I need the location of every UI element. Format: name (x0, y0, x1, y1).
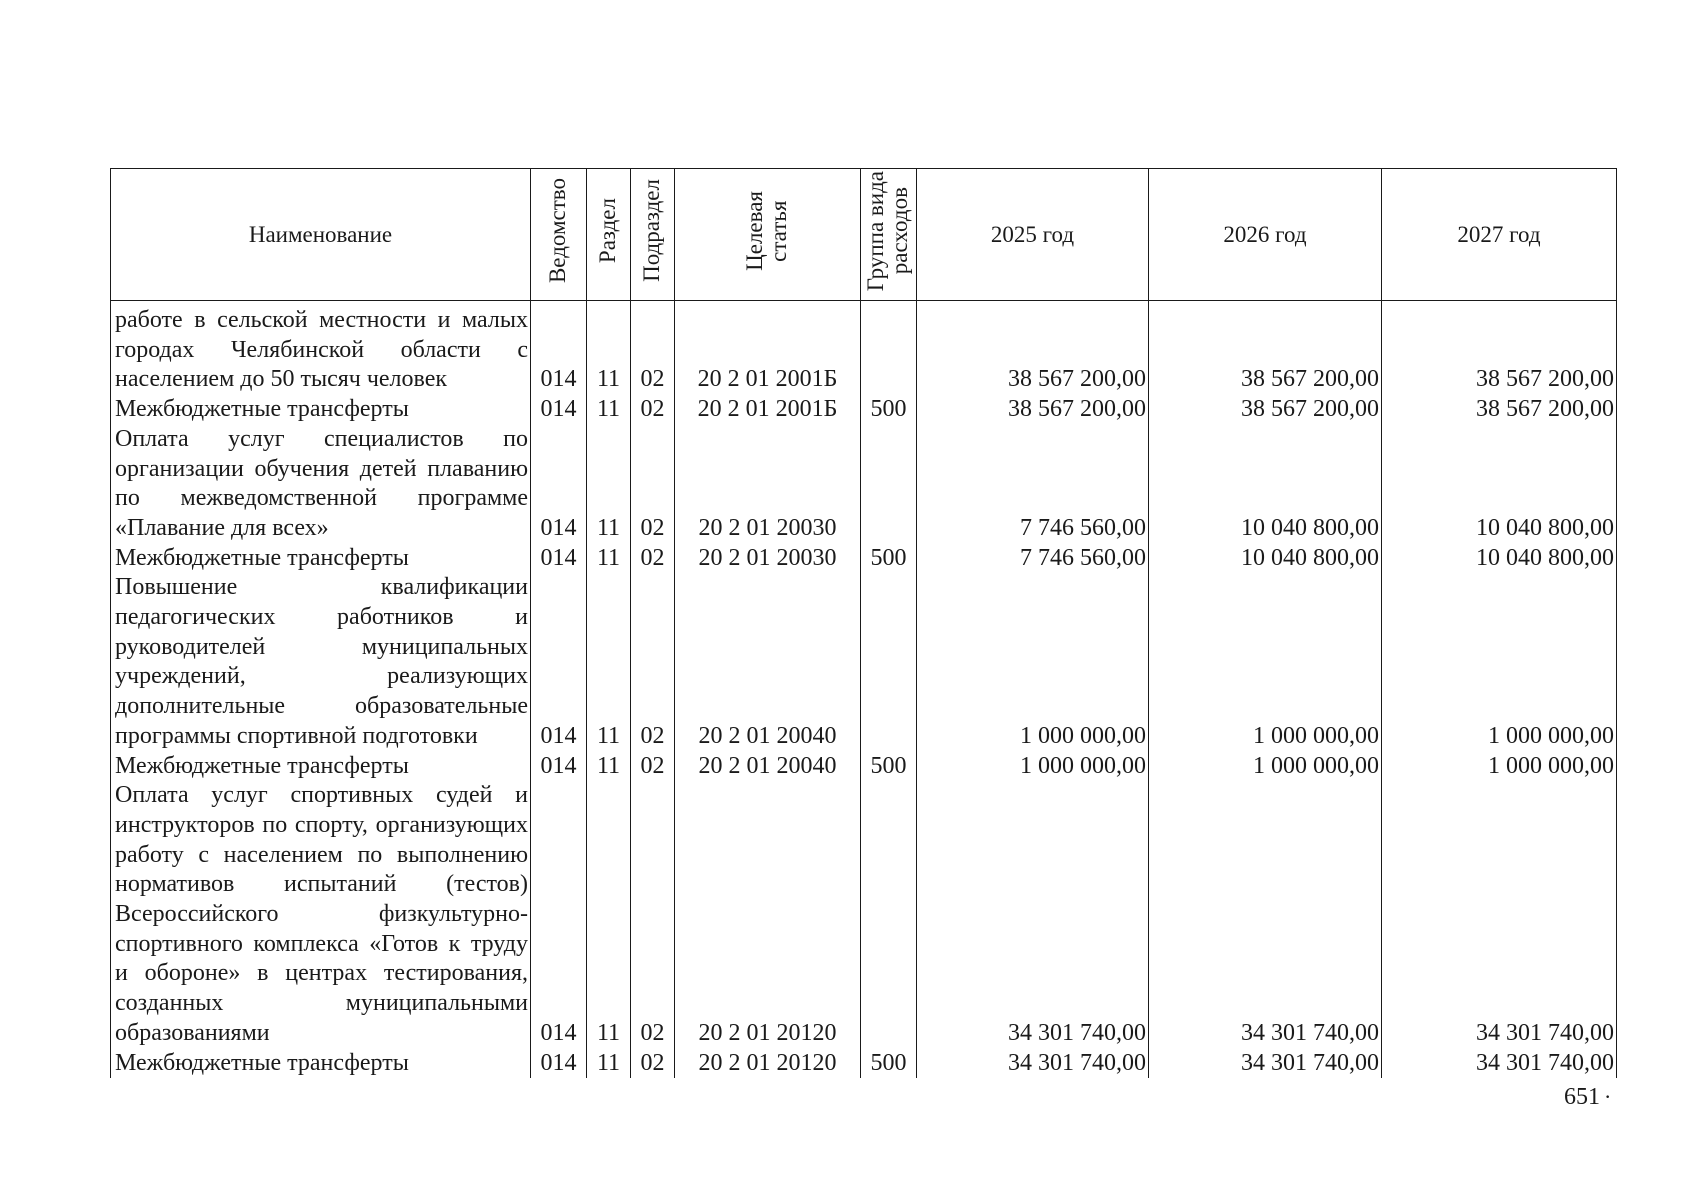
table-row (111, 781, 1617, 1048)
row-target: 20 2 01 2001Б (675, 395, 861, 425)
budget-table (110, 168, 1617, 1078)
row-name: работе в сельской местности и малых городах Челябинской области с населением до 50 тысяч человек (111, 301, 531, 396)
row-2027: 38 567 200,00 (1382, 395, 1617, 425)
row-2025: 7 746 560,00 (917, 544, 1149, 574)
row-target: 20 2 01 20030 (675, 425, 861, 544)
row-2026: 34 301 740,00 (1149, 1049, 1382, 1079)
row-2025: 1 000 000,00 (917, 573, 1149, 751)
row-2025: 34 301 740,00 (917, 781, 1149, 1048)
row-subsection: 02 (631, 301, 675, 396)
row-subsection: 02 (631, 1049, 675, 1079)
row-2025: 34 301 740,00 (917, 1049, 1149, 1079)
row-dept: 014 (531, 425, 587, 544)
row-name: Повышение квалификации педагогических работников и руководителей муниципальных учреждений, реализующих дополнительные образовательные программы спортивной подготовки (111, 573, 531, 751)
row-name: Межбюджетные трансферты (111, 544, 531, 574)
row-target: 20 2 01 20040 (675, 752, 861, 782)
row-2027: 10 040 800,00 (1382, 425, 1617, 544)
row-2025: 38 567 200,00 (917, 301, 1149, 396)
header-2025: 2025 год (917, 169, 1149, 301)
row-2027: 10 040 800,00 (1382, 544, 1617, 574)
row-dept: 014 (531, 544, 587, 574)
row-group (861, 425, 917, 544)
row-section: 11 (587, 781, 631, 1048)
table-row (111, 544, 1617, 574)
header-row (111, 169, 1617, 301)
header-target (675, 169, 861, 301)
table-row (111, 573, 1617, 751)
page-number-mark: · (1604, 1084, 1612, 1109)
row-name: Межбюджетные трансферты (111, 1049, 531, 1079)
row-dept: 014 (531, 781, 587, 1048)
row-section: 11 (587, 573, 631, 751)
row-dept: 014 (531, 395, 587, 425)
table-row (111, 752, 1617, 782)
row-2025: 7 746 560,00 (917, 425, 1149, 544)
header-group-text: Группа вида расходов (863, 170, 913, 291)
row-dept: 014 (531, 1049, 587, 1079)
row-2027: 1 000 000,00 (1382, 573, 1617, 751)
row-group: 500 (861, 544, 917, 574)
row-2026: 1 000 000,00 (1149, 573, 1382, 751)
header-2027: 2027 год (1382, 169, 1617, 301)
table-row (111, 1049, 1617, 1079)
row-section: 11 (587, 395, 631, 425)
row-dept: 014 (531, 301, 587, 396)
table-row (111, 425, 1617, 544)
row-group: 500 (861, 752, 917, 782)
row-subsection: 02 (631, 395, 675, 425)
row-name: Межбюджетные трансферты (111, 395, 531, 425)
header-dept: Ведомство (531, 169, 587, 301)
row-target: 20 2 01 20120 (675, 1049, 861, 1079)
row-dept: 014 (531, 573, 587, 751)
header-section: Раздел (587, 169, 631, 301)
row-2025: 38 567 200,00 (917, 395, 1149, 425)
row-target: 20 2 01 20040 (675, 573, 861, 751)
row-target: 20 2 01 20030 (675, 544, 861, 574)
row-2027: 34 301 740,00 (1382, 1049, 1617, 1079)
row-2026: 1 000 000,00 (1149, 752, 1382, 782)
row-subsection: 02 (631, 752, 675, 782)
row-group (861, 573, 917, 751)
row-2026: 38 567 200,00 (1149, 301, 1382, 396)
row-2027: 38 567 200,00 (1382, 301, 1617, 396)
row-name: Оплата услуг специалистов по организации обучения детей плаванию по межведомственной программе «Плавание для всех» (111, 425, 531, 544)
header-group (861, 169, 917, 301)
row-2027: 34 301 740,00 (1382, 781, 1617, 1048)
row-subsection: 02 (631, 544, 675, 574)
header-target-text: Целевая статья (742, 190, 792, 271)
row-2027: 1 000 000,00 (1382, 752, 1617, 782)
row-name: Межбюджетные трансферты (111, 752, 531, 782)
row-name: Оплата услуг спортивных судей и инструкторов по спорту, организующих работу с населением по выполнению нормативов испытаний (тестов) Всероссийского физкультурно-спортивного комплекса «Готов к труду и обороне» в центрах тестирования, созданных муниципальными образованиями (111, 781, 531, 1048)
row-group: 500 (861, 1049, 917, 1079)
row-group (861, 781, 917, 1048)
row-target: 20 2 01 2001Б (675, 301, 861, 396)
table-row (111, 301, 1617, 396)
row-2026: 10 040 800,00 (1149, 425, 1382, 544)
row-2026: 10 040 800,00 (1149, 544, 1382, 574)
row-dept: 014 (531, 752, 587, 782)
row-section: 11 (587, 544, 631, 574)
row-group (861, 301, 917, 396)
header-2026: 2026 год (1149, 169, 1382, 301)
row-2025: 1 000 000,00 (917, 752, 1149, 782)
row-subsection: 02 (631, 425, 675, 544)
row-group: 500 (861, 395, 917, 425)
row-subsection: 02 (631, 573, 675, 751)
row-target: 20 2 01 20120 (675, 781, 861, 1048)
row-section: 11 (587, 752, 631, 782)
header-name: Наименование (111, 169, 531, 301)
row-subsection: 02 (631, 781, 675, 1048)
row-2026: 38 567 200,00 (1149, 395, 1382, 425)
row-section: 11 (587, 1049, 631, 1079)
table-row (111, 395, 1617, 425)
row-2026: 34 301 740,00 (1149, 781, 1382, 1048)
page-number: 651 (1564, 1084, 1600, 1110)
row-section: 11 (587, 425, 631, 544)
row-section: 11 (587, 301, 631, 396)
header-subsection: Подраздел (631, 169, 675, 301)
